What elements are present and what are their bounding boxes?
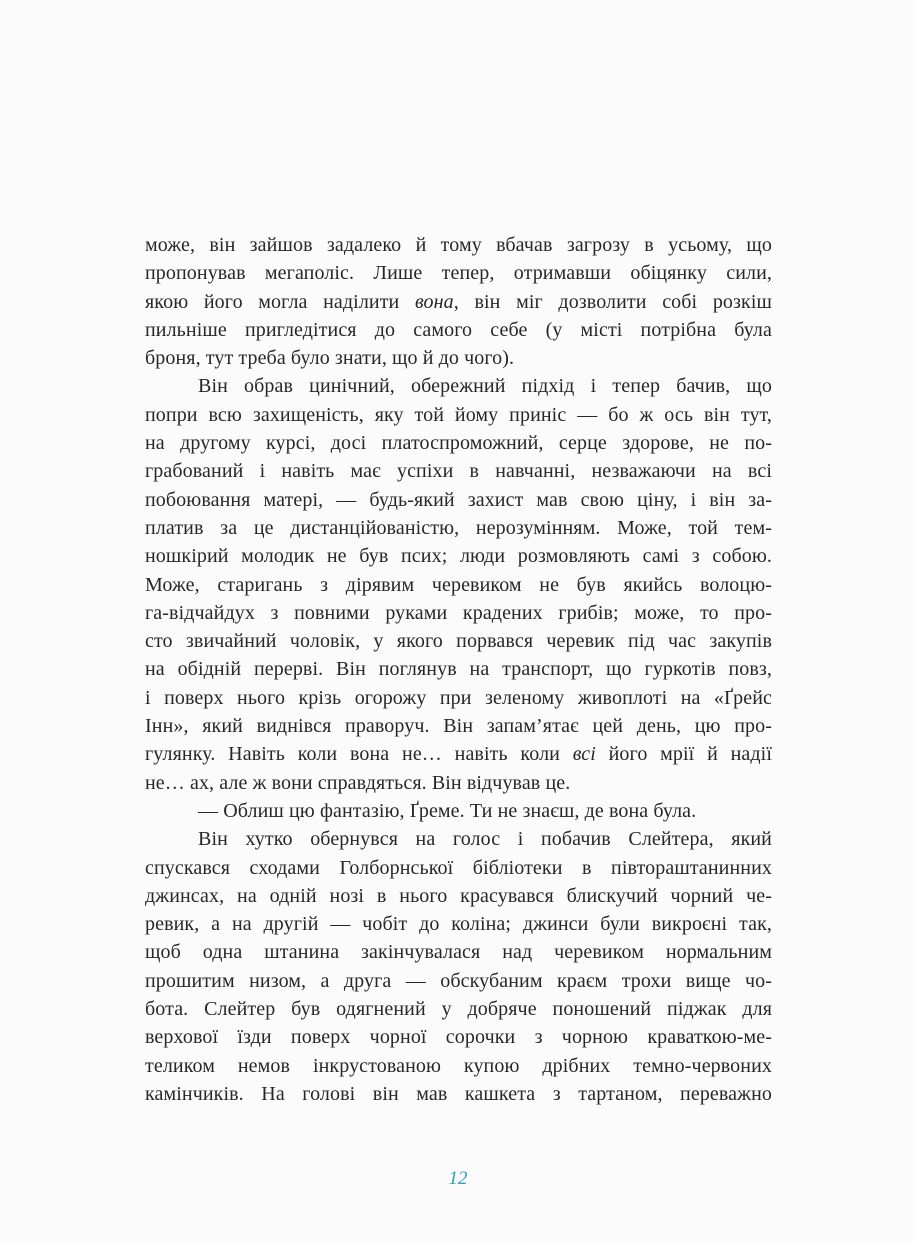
text-line bbox=[145, 769, 772, 797]
text-segment: прошитим низом, а друга — обскубаним краєм трохи вище чо- bbox=[145, 969, 772, 992]
text-segment: ношкірий молодик не був псих; люди розмовляють самі з собою. bbox=[145, 545, 772, 568]
italic-text: вона bbox=[414, 290, 454, 313]
text-segment: якою його могла наділити bbox=[145, 290, 415, 313]
text-segment: броня, тут треба було знати, що й до чого). bbox=[145, 347, 515, 370]
text-segment: га-відчайдух з повними руками крадених грибів; може, то про- bbox=[145, 601, 772, 624]
text-line bbox=[145, 542, 772, 570]
text-segment: може, він зайшов задалеко й тому вбачав загрозу в усьому, що bbox=[145, 234, 772, 256]
text-segment: верхової їзди поверх чорної сорочки з чорною краваткою-ме- bbox=[145, 1026, 772, 1049]
text-segment: сто звичайний чоловік, у якого порвався черевик під час закупів bbox=[145, 630, 772, 653]
text-line bbox=[145, 1052, 772, 1080]
text-segment: джинсах, на одній нозі в нього красувався блискучий чорний че- bbox=[145, 884, 772, 907]
text-segment: спускався сходами Голборнської бібліотеки в півтораштанинних bbox=[145, 856, 772, 879]
text-line bbox=[145, 514, 772, 542]
text-segment: грабований і навіть має успіхи в навчанні, незважаючи на всі bbox=[145, 460, 772, 483]
text-segment: пильніше пригледітися до самого себе (у місті потрібна була bbox=[145, 318, 772, 341]
paragraph bbox=[145, 231, 772, 372]
text-segment: — Облиш цю фантазію, Ґреме. Ти не знаєш, де вона була. bbox=[198, 799, 697, 822]
italic-text: всі bbox=[572, 743, 596, 766]
text-segment: на обідній перерві. Він поглянув на транспорт, що гуркотів повз, bbox=[145, 658, 772, 681]
text-line bbox=[145, 882, 772, 910]
text-segment: Інн», який виднівся праворуч. Він запам’ятає цей день, цю про- bbox=[145, 715, 772, 738]
text-line bbox=[145, 797, 772, 825]
text-segment: теликом немов інкрустованою купою дрібних темно-червоних bbox=[145, 1054, 772, 1077]
text-segment: камінчиків. На голові він мав кашкета з тартаном, переважно bbox=[145, 1082, 772, 1105]
paragraph bbox=[145, 797, 772, 825]
text-line bbox=[145, 372, 772, 400]
text-line bbox=[145, 684, 772, 712]
text-segment: платив за це дистанційованістю, нерозумінням. Може, той тем- bbox=[145, 516, 772, 539]
text-line bbox=[145, 486, 772, 514]
text-line bbox=[145, 288, 772, 316]
text-line bbox=[145, 429, 772, 457]
text-line bbox=[145, 740, 772, 768]
text-line bbox=[145, 655, 772, 683]
text-line bbox=[145, 344, 772, 372]
paragraph bbox=[145, 825, 772, 1108]
text-line bbox=[145, 571, 772, 599]
text-line bbox=[145, 316, 772, 344]
text-line bbox=[145, 1023, 772, 1051]
text-line bbox=[145, 854, 772, 882]
text-segment: щоб одна штанина закінчувалася над черевиком нормальним bbox=[145, 941, 772, 964]
text-segment: Він хутко обернувся на голос і побачив Слейтера, який bbox=[198, 828, 772, 851]
text-line bbox=[145, 259, 772, 287]
text-line bbox=[145, 995, 772, 1023]
text-segment: бота. Слейтер був одягнений у добряче поношений піджак для bbox=[145, 998, 772, 1021]
page-number: 12 bbox=[448, 1168, 468, 1189]
text-segment: ревик, а на другій — чобіт до коліна; джинси були викроєні так, bbox=[145, 913, 772, 936]
text-line bbox=[145, 599, 772, 627]
text-line bbox=[145, 401, 772, 429]
text-segment: не… ах, але ж вони справдяться. Він відчував це. bbox=[145, 771, 571, 794]
text-line bbox=[145, 1080, 772, 1108]
text-segment: Може, старигань з дірявим черевиком не був якийсь волоцю- bbox=[145, 573, 772, 596]
text-line bbox=[145, 712, 772, 740]
paragraph bbox=[145, 372, 772, 796]
text-line bbox=[145, 910, 772, 938]
text-line bbox=[145, 938, 772, 966]
text-segment: і поверх нього крізь огорожу при зеленому живоплоті на «Ґрейс bbox=[145, 686, 772, 709]
text-segment: гулянку. Навіть коли вона не… навіть коли bbox=[145, 743, 573, 766]
text-block bbox=[145, 231, 772, 1108]
text-segment: , він міг дозволити собі розкіш bbox=[453, 290, 772, 313]
text-line bbox=[145, 825, 772, 853]
text-line bbox=[145, 967, 772, 995]
text-segment: на другому курсі, досі платоспроможний, серце здорове, не по- bbox=[145, 432, 772, 455]
text-line bbox=[145, 457, 772, 485]
text-line bbox=[145, 627, 772, 655]
text-segment: пропонував мегаполіс. Лише тепер, отримавши обіцянку сили, bbox=[145, 262, 772, 285]
text-segment: попри всю захищеність, яку той йому приніс — бо ж ось він тут, bbox=[145, 403, 772, 426]
text-segment: побоювання матері, — будь-який захист мав свою ціну, і він за- bbox=[145, 488, 772, 511]
text-segment: його мрії й надії bbox=[595, 743, 772, 766]
text-line bbox=[145, 231, 772, 259]
text-segment: Він обрав цинічний, обережний підхід і тепер бачив, що bbox=[198, 375, 772, 398]
